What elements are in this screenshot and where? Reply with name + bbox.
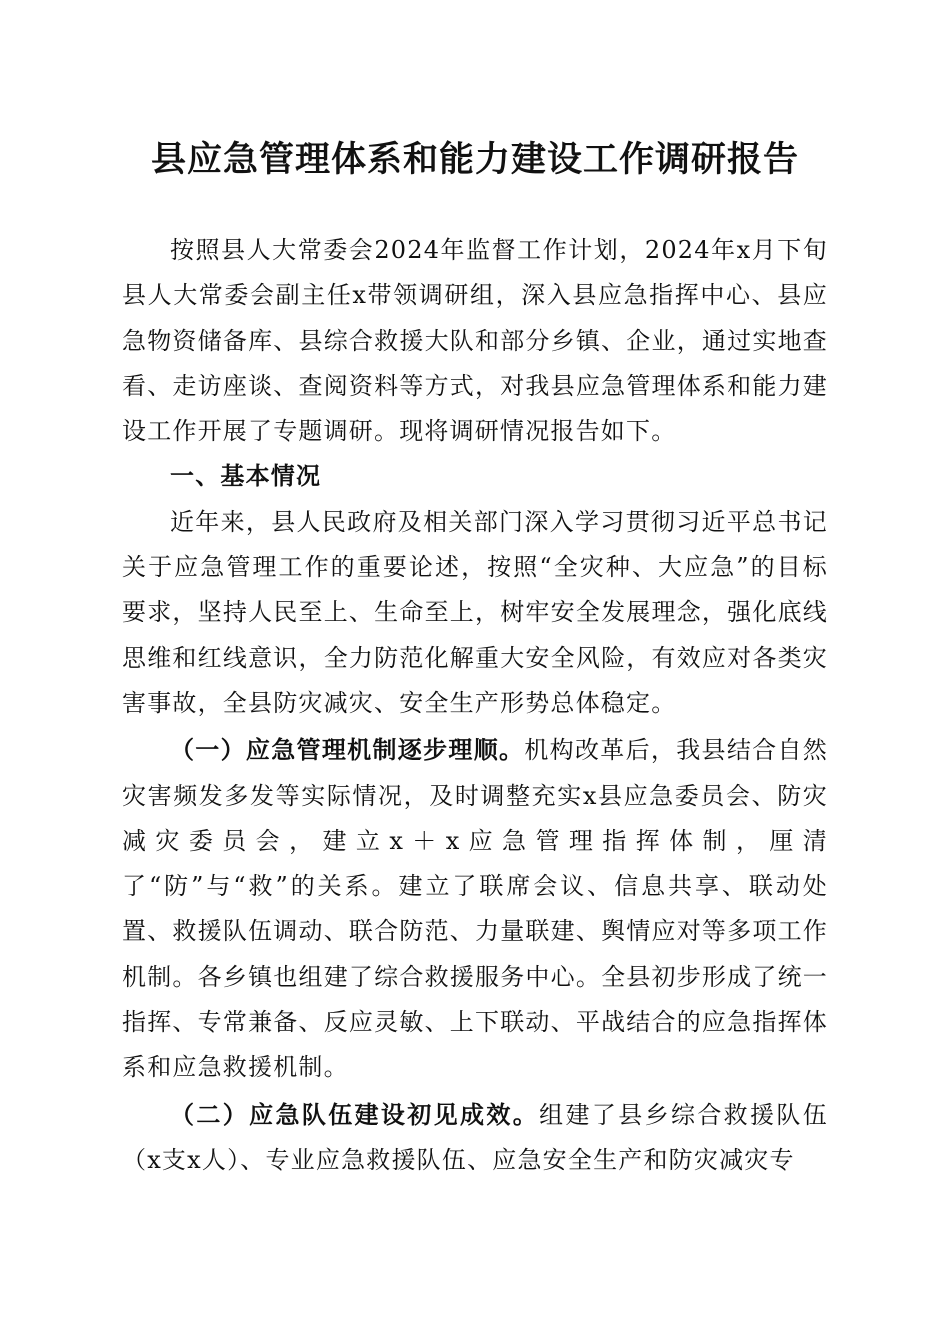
document-body [122, 228, 828, 1183]
section-heading-basic-situation: 一、基本情况 [170, 462, 322, 491]
section1-paragraph: 近年来，县人民政府及相关部门深入学习贯彻习近平总书记关于应急管理工作的重要论述，按照“全灾种、大应急”的目标要求，坚持人民至上、生命至上，树牢安全发展理念，强化底线思维和红线意识，全力防范化解重大安全风险，有效应对各类灾害事故，全县防灾减灾、安全生产形势总体稳定。 [122, 507, 828, 717]
subsection-1-paragraph [122, 728, 828, 1090]
subsection-2-lead: （二）应急队伍建设初见成效。 [170, 1100, 540, 1129]
subsection-1-lead: （一）应急管理机制逐步理顺。 [170, 736, 525, 765]
intro-paragraph: 按照县人大常委会2024年监督工作计划，2024年x月下旬县人大常委会副主任x带领调研组，深入县应急指挥中心、县应急物资储备库、县综合救援大队和部分乡镇、企业，通过实地查看、走访座谈、查阅资料等方式，对我县应急管理体系和能力建设工作开展了专题调研。现将调研情况报告如下。 [122, 236, 828, 446]
subsection-2-text: 组建了县乡综合救援队伍（x支x人）、专业应急救援队伍、应急安全生产和防灾减灾专 [122, 1100, 828, 1174]
document-title: 县应急管理体系和能力建设工作调研报告 [150, 139, 799, 180]
subsection-2-paragraph [122, 1093, 828, 1184]
subsection-1-text: 机构改革后，我县结合自然灾害频发多发等实际情况，及时调整充实x县应急委员会、防灾减灾委员会，建立x＋x应急管理指挥体制，厘清了“防”与“救”的关系。建立了联席会议、信息共享、联动处置、救援队伍调动、联合防范、力量联建、舆情应对等多项工作机制。各乡镇也组建了综合救援服务中心。全县初步形成了统一指挥、专常兼备、反应灵敏、上下联动、平战结合的应急指挥体系和应急救援机制。 [122, 736, 828, 1082]
